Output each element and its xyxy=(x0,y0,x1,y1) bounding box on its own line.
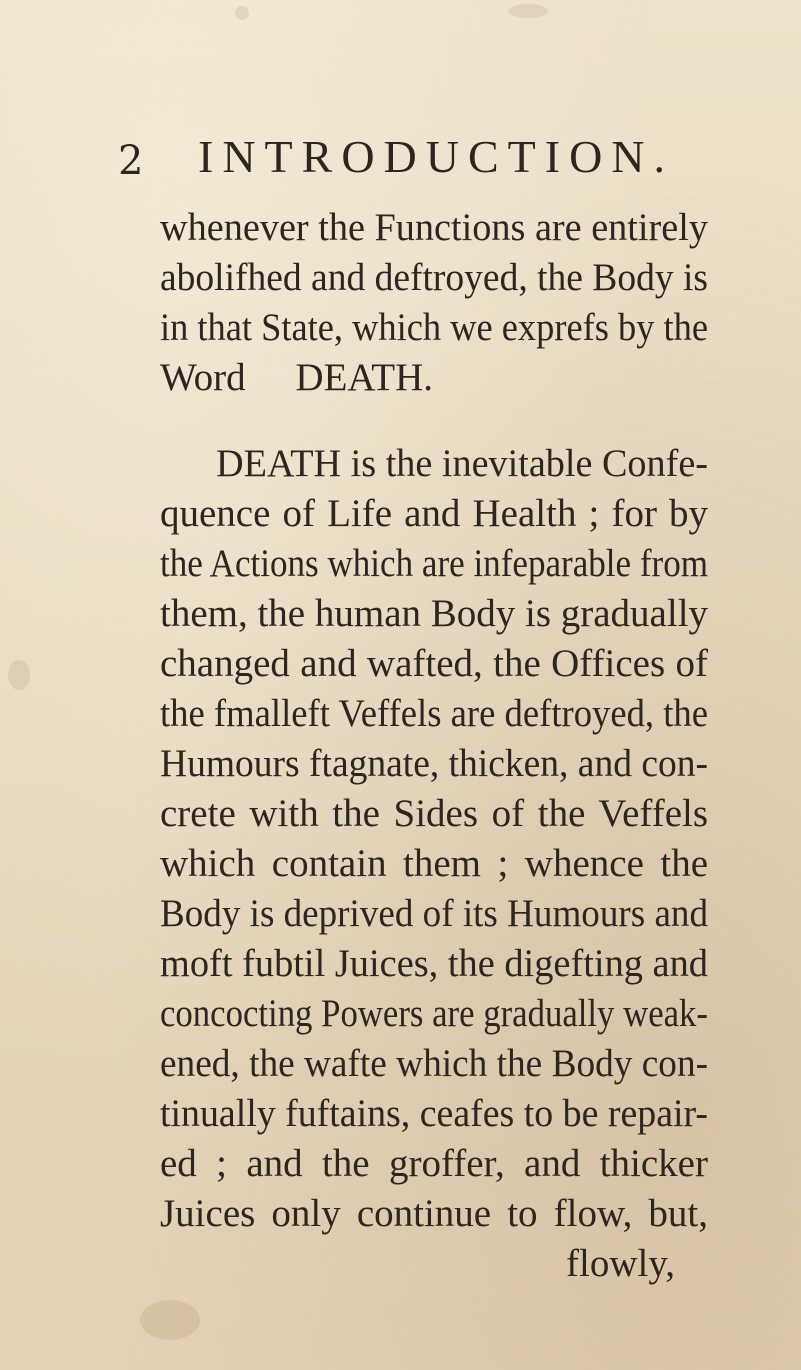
text-line: tinually fuftains, ceafes to be repair- xyxy=(160,1092,709,1135)
text-line: in that State, which we exprefs by the xyxy=(160,306,709,349)
text-line: Word DEATH. xyxy=(160,356,433,399)
text-line: crete with the Sides of the Veffels xyxy=(160,792,709,835)
paper-stain xyxy=(8,660,30,690)
page-number: 2 xyxy=(118,138,144,184)
text-line: quence of Life and Health ; for by xyxy=(160,492,709,535)
text-line: concocting Powers are gradually weak- xyxy=(160,992,708,1035)
text-line: Body is deprived of its Humours and xyxy=(160,892,708,935)
page-header xyxy=(118,128,698,188)
text-line: whenever the Functions are entirely xyxy=(160,206,709,249)
text-line: ened, the wafte which the Body con- xyxy=(160,1042,709,1085)
text-line: Humours ftagnate, thicken, and con- xyxy=(160,742,709,785)
text-line: moft fubtil Juices, the digefting and xyxy=(160,942,708,985)
catchword: flowly, xyxy=(566,1242,676,1285)
text-line: which contain them ; whence the xyxy=(160,842,709,885)
text-line: abolifhed and deftroyed, the Body is xyxy=(160,256,708,299)
paper-stain xyxy=(508,4,548,18)
paper-stain xyxy=(140,1300,200,1340)
text-line: ed ; and the groffer, and thicker xyxy=(160,1142,708,1185)
text-line: DEATH is the inevitable Confe- xyxy=(216,442,708,485)
text-line: the fmalleft Veffels are deftroyed, the xyxy=(160,692,709,735)
text-line: changed and wafted, the Offices of xyxy=(160,642,708,685)
running-head: INTRODUCTION. xyxy=(198,131,675,182)
text-line: Juices only continue to flow, but, xyxy=(160,1192,709,1235)
text-line: the Actions which are infeparable from xyxy=(160,542,708,585)
paper-stain xyxy=(235,6,249,20)
text-line: them, the human Body is gradually xyxy=(160,592,709,635)
